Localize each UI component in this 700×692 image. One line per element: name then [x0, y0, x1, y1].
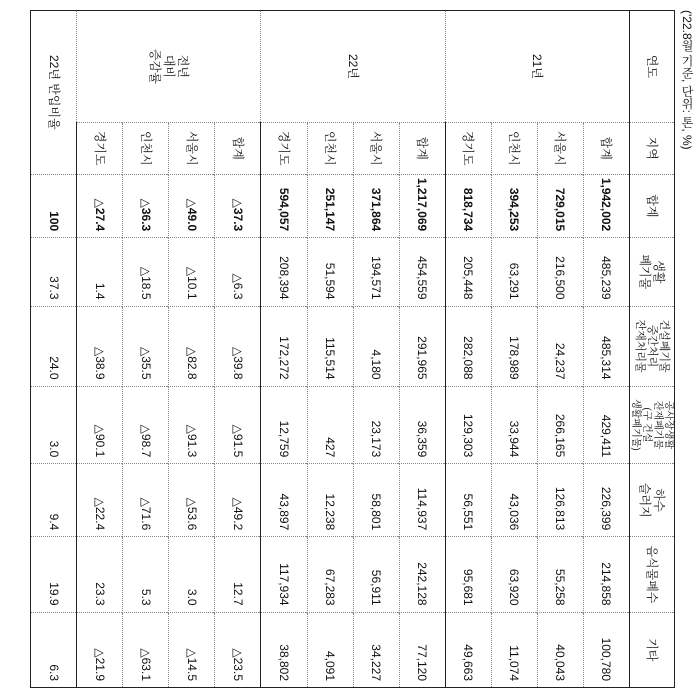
cell-food: 55,258 — [537, 537, 583, 612]
region-cell: 인천시 — [307, 122, 353, 174]
cell-construction-intermediate: 178,989 — [491, 306, 537, 386]
cell-total: △37.3 — [215, 174, 261, 238]
cell-other: 40,043 — [537, 612, 583, 687]
cell-food: 3.0 — [169, 537, 215, 612]
year-group-label: 전년 대비 증감률 — [77, 11, 261, 123]
cell-construction-site: △91.3 — [169, 386, 215, 464]
cell-construction-intermediate: 485,314 — [583, 306, 629, 386]
share-household: 37.3 — [31, 238, 77, 306]
cell-food: 95,681 — [445, 537, 491, 612]
cell-sludge: 58,801 — [353, 464, 399, 537]
cell-food: 5.3 — [123, 537, 169, 612]
cell-food: 63,920 — [491, 537, 537, 612]
cell-sludge: 43,897 — [261, 464, 307, 537]
table-body — [31, 11, 630, 688]
header-household: 생활 폐기물 — [630, 238, 675, 306]
cell-sludge: 226,399 — [583, 464, 629, 537]
cell-household: △18.5 — [123, 238, 169, 306]
cell-other: △63.1 — [123, 612, 169, 687]
rotated-table-wrapper — [30, 10, 675, 688]
cell-total: 371,864 — [353, 174, 399, 238]
cell-other: △14.5 — [169, 612, 215, 687]
cell-food: 117,934 — [261, 537, 307, 612]
cell-sludge: 114,937 — [399, 464, 445, 537]
cell-household: 194,571 — [353, 238, 399, 306]
cell-total: △49.0 — [169, 174, 215, 238]
share-total: 100 — [31, 174, 77, 238]
cell-sludge: 126,813 — [537, 464, 583, 537]
cell-construction-site: △98.7 — [123, 386, 169, 464]
cell-sludge: △71.6 — [123, 464, 169, 537]
cell-food: 23.3 — [77, 537, 123, 612]
cell-total: 818,734 — [445, 174, 491, 238]
cell-other: 77,120 — [399, 612, 445, 687]
cell-other: 4,091 — [307, 612, 353, 687]
cell-total: 594,057 — [261, 174, 307, 238]
share-construction-intermediate: 24.0 — [31, 306, 77, 386]
cell-food: 67,283 — [307, 537, 353, 612]
cell-total: 251,147 — [307, 174, 353, 238]
region-cell: 합계 — [215, 122, 261, 174]
share-construction-site: 3.0 — [31, 386, 77, 464]
cell-other: 38,802 — [261, 612, 307, 687]
cell-construction-site: 12,759 — [261, 386, 307, 464]
cell-construction-site: 23,173 — [353, 386, 399, 464]
cell-construction-intermediate: 282,088 — [445, 306, 491, 386]
cell-sludge: 43,036 — [491, 464, 537, 537]
cell-construction-intermediate: 172,272 — [261, 306, 307, 386]
cell-sludge: △53.6 — [169, 464, 215, 537]
region-cell: 합계 — [583, 122, 629, 174]
header-other: 기타 — [630, 612, 675, 687]
cell-construction-intermediate: △35.5 — [123, 306, 169, 386]
cell-other: 34,227 — [353, 612, 399, 687]
share-food: 19.9 — [31, 537, 77, 612]
header-year: 연도 — [630, 11, 675, 123]
header-food: 음식물폐수 — [630, 537, 675, 612]
cell-construction-intermediate: 24,237 — [537, 306, 583, 386]
cell-household: △10.1 — [169, 238, 215, 306]
cell-total: 1,217,069 — [399, 174, 445, 238]
cell-household: 485,239 — [583, 238, 629, 306]
header-construction-site: 공사장생활 잔재폐기물 (구 건설 생활폐기물) — [630, 386, 675, 464]
share-other: 6.3 — [31, 612, 77, 687]
cell-construction-intermediate: △82.8 — [169, 306, 215, 386]
cell-construction-site: 266,165 — [537, 386, 583, 464]
cell-construction-intermediate: △38.9 — [77, 306, 123, 386]
cell-construction-site: 129,303 — [445, 386, 491, 464]
waste-table — [30, 10, 675, 688]
cell-sludge: △22.4 — [77, 464, 123, 537]
region-cell: 합계 — [399, 122, 445, 174]
region-cell: 경기도 — [445, 122, 491, 174]
cell-construction-intermediate: △39.8 — [215, 306, 261, 386]
unit-note: ('22.8월 기준, 단위: 톤, %) — [680, 10, 694, 150]
region-cell: 경기도 — [77, 122, 123, 174]
cell-food: 242,128 — [399, 537, 445, 612]
header-total: 합계 — [630, 174, 675, 238]
cell-household: 1.4 — [77, 238, 123, 306]
share-row — [31, 11, 77, 688]
cell-total: △27.4 — [77, 174, 123, 238]
table-row — [215, 11, 261, 688]
region-cell: 서울시 — [537, 122, 583, 174]
cell-construction-site: 36,359 — [399, 386, 445, 464]
region-cell: 서울시 — [353, 122, 399, 174]
cell-construction-intermediate: 291,965 — [399, 306, 445, 386]
cell-other: 100,780 — [583, 612, 629, 687]
cell-household: △6.3 — [215, 238, 261, 306]
cell-construction-intermediate: 4,180 — [353, 306, 399, 386]
region-cell: 경기도 — [261, 122, 307, 174]
cell-other: 11,074 — [491, 612, 537, 687]
region-cell: 서울시 — [169, 122, 215, 174]
cell-other: △21.9 — [77, 612, 123, 687]
cell-food: 56,911 — [353, 537, 399, 612]
year-group-label: 21년 — [445, 11, 629, 123]
cell-food: 12.7 — [215, 537, 261, 612]
region-cell: 인천시 — [491, 122, 537, 174]
cell-household: 205,448 — [445, 238, 491, 306]
share-sludge: 9.4 — [31, 464, 77, 537]
cell-total: 729,015 — [537, 174, 583, 238]
cell-construction-site: 427 — [307, 386, 353, 464]
header-row — [630, 11, 675, 688]
cell-total: 1,942,002 — [583, 174, 629, 238]
cell-construction-site: 33,944 — [491, 386, 537, 464]
cell-total: 394,253 — [491, 174, 537, 238]
cell-construction-intermediate: 115,514 — [307, 306, 353, 386]
region-cell: 인천시 — [123, 122, 169, 174]
header-construction-intermediate: 건설폐기물 중간처리 잔재처리물 — [630, 306, 675, 386]
cell-sludge: 12,238 — [307, 464, 353, 537]
cell-other: △23.5 — [215, 612, 261, 687]
cell-household: 51,594 — [307, 238, 353, 306]
cell-household: 208,394 — [261, 238, 307, 306]
share-row-label: 22년 반입비율 — [31, 11, 77, 175]
cell-total: △36.3 — [123, 174, 169, 238]
cell-construction-site: 429,411 — [583, 386, 629, 464]
cell-household: 216,500 — [537, 238, 583, 306]
header-sludge: 하수 슬러지 — [630, 464, 675, 537]
cell-other: 49,663 — [445, 612, 491, 687]
table-row — [583, 11, 629, 688]
cell-construction-site: △90.1 — [77, 386, 123, 464]
cell-sludge: 56,551 — [445, 464, 491, 537]
table-row — [399, 11, 445, 688]
cell-food: 214,858 — [583, 537, 629, 612]
cell-household: 454,559 — [399, 238, 445, 306]
cell-construction-site: △91.5 — [215, 386, 261, 464]
year-group-label: 22년 — [261, 11, 445, 123]
cell-sludge: △49.2 — [215, 464, 261, 537]
header-region: 지역 — [630, 122, 675, 174]
cell-household: 63,291 — [491, 238, 537, 306]
